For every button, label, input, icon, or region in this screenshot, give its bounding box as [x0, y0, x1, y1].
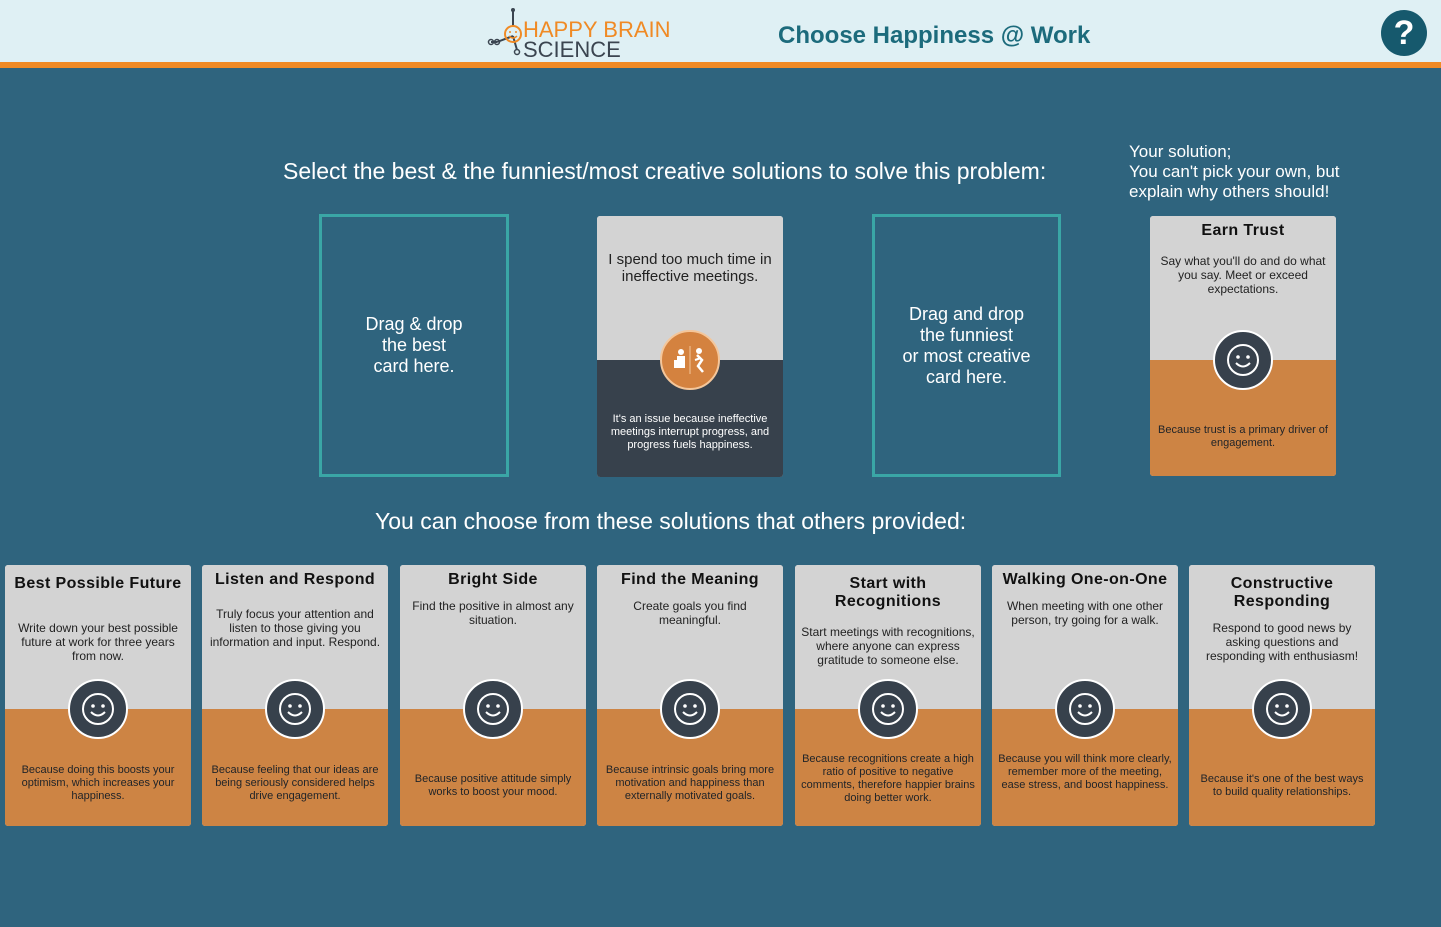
your-solution-line-2: You can't pick your own, but: [1129, 162, 1340, 181]
your-solution-line-3: explain why others should!: [1129, 182, 1330, 201]
header-bar: [0, 0, 1441, 68]
card-description: Create goals you find meaningful.: [633, 599, 747, 627]
solution-card[interactable]: [597, 565, 783, 826]
card-reason: Because intrinsic goals bring more motivation and happiness than externally motivated goals.: [605, 764, 775, 802]
problem-reason: It's an issue because ineffective meetings interrupt progress, and progress fuels happiness.: [610, 413, 770, 451]
card-reason: Because feeling that our ideas are being seriously considered helps drive engagement.: [211, 764, 379, 802]
card-reason: Because trust is a primary driver of engagement.: [1158, 424, 1328, 449]
smiley-icon: [660, 679, 720, 739]
dropzone-best-line-3: card here.: [373, 356, 455, 376]
smiley-icon: [858, 679, 918, 739]
smiley-icon: [265, 679, 325, 739]
problem-text: I spend too much time in ineffective meetings.: [608, 251, 772, 285]
problem-card: [597, 216, 783, 477]
your-solution-line-1: Your solution;: [1129, 142, 1232, 161]
card-description: Find the positive in almost any situation.: [412, 599, 574, 627]
solution-card[interactable]: [992, 565, 1178, 826]
card-reason: Because positive attitude simply works to boost your mood.: [414, 773, 572, 798]
card-description: Say what you'll do and do what you say. Meet or exceed expectations.: [1160, 254, 1326, 296]
solution-card[interactable]: [5, 565, 191, 826]
best-card-dropzone[interactable]: [319, 214, 509, 477]
dropzone-best-line-1: Drag & drop: [365, 314, 463, 334]
card-reason: Because you will think more clearly, remember more of the meeting, ease stress, and boost happiness.: [998, 753, 1172, 791]
card-description: When meeting with one other person, try going for a walk.: [1006, 599, 1164, 627]
card-title: Walking One-on-One: [1002, 571, 1168, 588]
solution-card[interactable]: [1189, 565, 1375, 826]
meeting-issue-icon: [660, 330, 720, 390]
smiley-icon: [1055, 679, 1115, 739]
dropzone-funny-line-4: card here.: [925, 366, 1008, 387]
solution-card[interactable]: [795, 565, 981, 826]
card-title: Constructive Responding: [1230, 575, 1334, 610]
selection-prompt: Select the best & the funniest/most creative solutions to solve this problem:: [283, 158, 1047, 184]
solution-card[interactable]: [202, 565, 388, 826]
card-title: Find the Meaning: [621, 571, 759, 588]
dropzone-funny-line-2: the funniest: [919, 324, 1014, 345]
dropzone-funny-line-3: or most creative: [902, 345, 1031, 366]
card-description: Start meetings with recognitions, where anyone can express gratitude to someone else.: [801, 625, 975, 667]
card-description: Respond to good news by asking questions and responding with enthusiasm!: [1205, 621, 1359, 663]
logo-text-top: HAPPY BRAIN: [523, 17, 671, 42]
smiley-icon: [463, 679, 523, 739]
help-button[interactable]: ?: [1381, 10, 1427, 56]
logo: [487, 8, 677, 62]
card-title: Listen and Respond: [214, 571, 376, 588]
card-title: Earn Trust: [1201, 222, 1285, 239]
card-description: Write down your best possible future at work for three years from now.: [18, 621, 178, 663]
my-solution-card: [1150, 216, 1336, 476]
card-reason: Because it's one of the best ways to build quality relationships.: [1200, 773, 1364, 798]
dropzone-best-line-2: the best: [381, 335, 447, 355]
brain-network-icon: [487, 8, 527, 58]
app-title: Choose Happiness @ Work: [778, 22, 1091, 49]
funniest-card-dropzone[interactable]: [872, 214, 1061, 477]
smiley-icon: [68, 679, 128, 739]
card-description: Truly focus your attention and listen to those giving you information and input. Respond.: [209, 607, 381, 649]
card-title: Bright Side: [448, 571, 538, 588]
smiley-icon: [1252, 679, 1312, 739]
smiley-icon: [1213, 330, 1273, 390]
your-solution-label: [1129, 142, 1340, 202]
dropzone-funny-line-1: Drag and drop: [908, 303, 1025, 324]
card-title: Best Possible Future: [14, 575, 182, 592]
choose-from-prompt: You can choose from these solutions that others provided:: [375, 508, 967, 534]
card-reason: Because doing this boosts your optimism, which increases your happiness.: [21, 764, 175, 802]
card-title: Start with Recognitions: [834, 575, 942, 610]
solution-card[interactable]: [400, 565, 586, 826]
logo-text-bottom: SCIENCE: [523, 37, 621, 62]
card-reason: Because recognitions create a high ratio of positive to negative comments, therefore happier brains doing better work.: [801, 753, 975, 804]
